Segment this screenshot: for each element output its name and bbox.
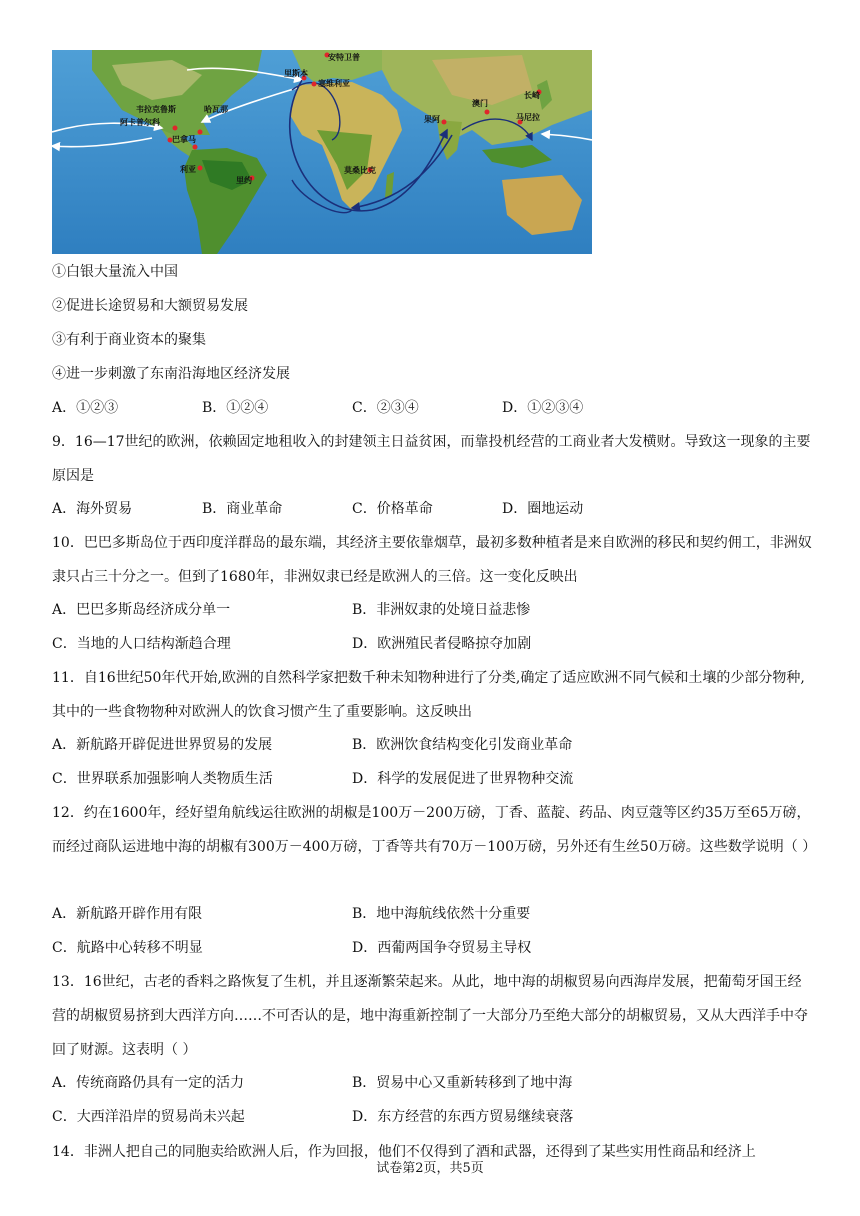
q9-option-c[interactable]: C．价格革命 xyxy=(352,501,433,517)
q8-option-d[interactable]: D．①②③④ xyxy=(502,400,584,416)
q8-statement-4: ④进一步刺激了东南沿海地区经济发展 xyxy=(52,366,290,382)
map-label-rio: 里约 xyxy=(236,176,252,185)
map-label-seville: 塞维利亚 xyxy=(318,79,350,88)
q13-option-a[interactable]: A．传统商路仍具有一定的活力 xyxy=(52,1075,245,1091)
q10-option-c[interactable]: C．当地的人口结构渐趋合理 xyxy=(52,636,231,652)
map-label-mozambique: 莫桑比克 xyxy=(344,166,376,175)
map-label-manila: 马尼拉 xyxy=(516,113,540,122)
page-footer: 试卷第2页，共5页 xyxy=(376,1161,484,1176)
q13-option-d[interactable]: D．东方经营的东西方贸易继续衰落 xyxy=(352,1109,574,1125)
q11-stem: 11．自16世纪50年代开始,欧洲的自然科学家把数千种未知物种进行了分类,确定了适应欧洲不同气候和土壤的少部分物种,其中的一些食物物种对欧洲人的饮食习惯产生了重要影响。这反映出 xyxy=(52,670,805,720)
q12-option-d[interactable]: D．西葡两国争夺贸易主导权 xyxy=(352,940,532,956)
q8-option-a[interactable]: A．①②③ xyxy=(52,400,119,416)
map-label-antwerp: 安特卫普 xyxy=(328,53,360,62)
q10-option-b[interactable]: B．非洲奴隶的处境日益悲惨 xyxy=(352,602,531,618)
map-label-nagasaki: 长崎 xyxy=(524,91,540,100)
q9-option-a[interactable]: A．海外贸易 xyxy=(52,501,133,517)
q12-option-a[interactable]: A．新航路开辟作用有限 xyxy=(52,906,203,922)
q9-option-b[interactable]: B．商业革命 xyxy=(202,501,283,517)
q9-stem: 9．16—17世纪的欧洲，依赖固定地租收入的封建领主日益贫困，而靠投机经营的工商业者大发横财。导致这一现象的主要原因是 xyxy=(52,434,811,484)
map-label-lima: 利亚 xyxy=(180,165,196,174)
map-label-panama: 巴拿马 xyxy=(172,135,196,144)
q8-statement-2: ②促进长途贸易和大额贸易发展 xyxy=(52,298,248,314)
map-label-goa: 果阿 xyxy=(424,115,440,124)
q8-option-b[interactable]: B．①②④ xyxy=(202,400,269,416)
trade-route-map xyxy=(52,50,592,254)
q11-option-a[interactable]: A．新航路开辟促进世界贸易的发展 xyxy=(52,737,273,753)
q9-option-d[interactable]: D．圈地运动 xyxy=(502,501,584,517)
q11-option-c[interactable]: C．世界联系加强影响人类物质生活 xyxy=(52,771,273,787)
q8-statement-3: ③有利于商业资本的聚集 xyxy=(52,332,206,348)
q10-option-d[interactable]: D．欧洲殖民者侵略掠夺加剧 xyxy=(352,636,532,652)
q8-statement-1: ①白银大量流入中国 xyxy=(52,264,178,280)
map-label-veracruz: 韦拉克鲁斯 xyxy=(136,105,176,114)
map-label-lisbon: 里斯本 xyxy=(284,69,308,78)
q11-option-d[interactable]: D．科学的发展促进了世界物种交流 xyxy=(352,771,574,787)
q13-option-b[interactable]: B．贸易中心又重新转移到了地中海 xyxy=(352,1075,573,1091)
q13-stem: 13．16世纪，古老的香料之路恢复了生机，并且逐渐繁荣起来。从此，地中海的胡椒贸易向西海岸发展，把葡萄牙国王经营的胡椒贸易挤到大西洋方向……不可否认的是，地中海重新控制了一大部分乃至绝大部分的胡椒贸易，又从大西洋手中夺回了财源。这表明（ ） xyxy=(52,974,808,1058)
map-label-macau: 澳门 xyxy=(472,99,488,108)
q12-option-c[interactable]: C．航路中心转移不明显 xyxy=(52,940,203,956)
map-label-acapulco: 阿卡普尔科 xyxy=(120,118,160,127)
q12-stem: 12．约在1600年，经好望角航线运往欧洲的胡椒是100万－200万磅，丁香、蓝靛、药品、肉豆蔻等区约35万至65万磅，而经过商队运进地中海的胡椒有300万－400万磅，丁香等共有70万－100万磅，另外还有生丝50万磅。这些数学说明（ ） xyxy=(52,805,817,855)
q10-stem: 10．巴巴多斯岛位于西印度洋群岛的最东端，其经济主要依靠烟草，最初多数种植者是来自欧洲的移民和契约佣工，非洲奴隶只占三十分之一。但到了1680年，非洲奴隶已经是欧洲人的三倍。这一变化反映出 xyxy=(52,535,812,585)
q11-option-b[interactable]: B．欧洲饮食结构变化引发商业革命 xyxy=(352,737,573,753)
q14-stem: 14．非洲人把自己的同胞卖给欧洲人后，作为回报，他们不仅得到了酒和武器，还得到了某些实用性商品和经济上 xyxy=(52,1144,756,1160)
map-label-havana: 哈瓦那 xyxy=(204,105,228,114)
q13-option-c[interactable]: C．大西洋沿岸的贸易尚未兴起 xyxy=(52,1109,245,1125)
q12-option-b[interactable]: B．地中海航线依然十分重要 xyxy=(352,906,531,922)
q8-option-c[interactable]: C．②③④ xyxy=(352,400,419,416)
q10-option-a[interactable]: A．巴巴多斯岛经济成分单一 xyxy=(52,602,231,618)
